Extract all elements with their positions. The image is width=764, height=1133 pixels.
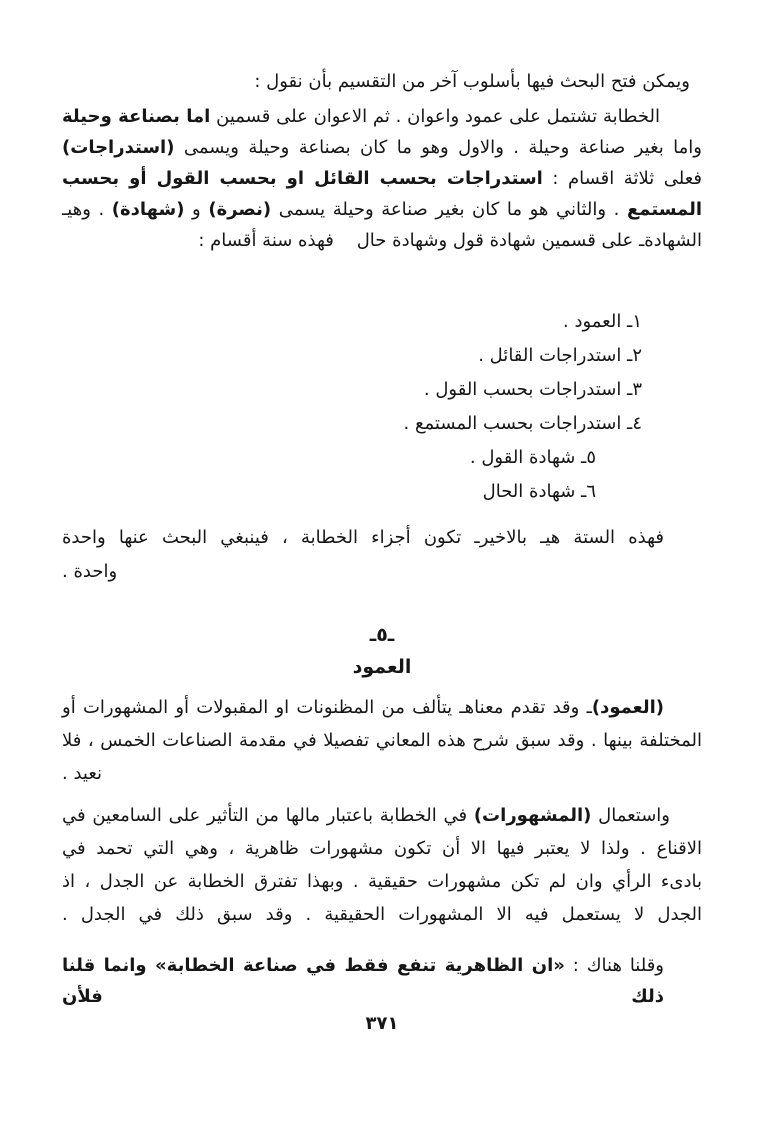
text-segment: «ان الظاهرية تنفع فقط في صناعة الخطابة»: [155, 955, 565, 976]
paragraph-opening: [62, 66, 702, 97]
text-line: [62, 799, 702, 832]
text-segment: . وهيـ: [62, 199, 112, 220]
text-segment: وقلنا هناك :: [564, 955, 664, 976]
text-segment: (العمود): [591, 697, 664, 718]
list-item: ٣ـ استدراجات بحسب القول .: [423, 379, 642, 400]
section-heading-title: [62, 652, 702, 683]
text-segment: في الخطابة باعتبار مالها من التأثير على السامعين في: [62, 805, 474, 826]
text-line: [62, 832, 702, 865]
text-line: [62, 225, 702, 256]
text-segment: . والثاني هو ما كان بغير صناعة وحيلة يسمى: [271, 199, 627, 220]
text-segment: فهذه الستة هيـ بالاخيرـ تكون أجزاء الخطابة ، فينبغي البحث عنها واحدة: [62, 527, 664, 548]
text-segment: فعلى ثلاثة اقسام :: [542, 168, 702, 189]
text-line: [62, 194, 702, 225]
page-footer: [62, 1008, 702, 1039]
text-segment: الاقناع . ولذا لا يعتبر فيها الا أن تكون مشهورات ظاهرية ، وهي التي تحمد في: [62, 838, 702, 859]
page-number: ٣٧١: [365, 1013, 399, 1034]
text-segment: اما بصناعة وحيلة: [62, 106, 211, 127]
list-item: ٢ـ استدراجات القائل .: [478, 345, 642, 366]
text-line: [62, 898, 702, 931]
text-segment: المختلفة بينها . وقد سبق شرح هذه المعاني تفصيلا في مقدمة الصناعات الخمس ، فلا: [62, 730, 702, 751]
text-segment: (شهادة): [111, 199, 185, 220]
text-line: [62, 865, 702, 898]
paragraph-amud: [62, 691, 702, 790]
text-segment: (المشهورات): [473, 805, 592, 826]
text-line: واحدة .: [62, 561, 118, 582]
text-segment: (استدراجات): [62, 137, 175, 158]
list-item: ٦ـ شهادة الحال: [482, 481, 596, 502]
section-heading: [62, 620, 702, 651]
section-number: ـ٥ـ: [369, 624, 395, 646]
list-item: ٤ـ استدراجات بحسب المستمع .: [403, 413, 642, 434]
text-line: نعيد .: [62, 763, 103, 784]
text-segment: استدراجات بحسب القائل او بحسب القول أو بحسب: [62, 168, 543, 189]
list-item: ٥ـ شهادة القول .: [469, 447, 596, 468]
text-segment: (نصرة): [208, 199, 272, 220]
paragraph-mashhurat: [62, 799, 702, 931]
text-segment: بادىء الرأي وان لم تكن مشهورات حقيقية . وبهذا تفترق الخطابة عن الجدل ، اذ: [62, 871, 702, 892]
list-item: ١ـ العمود .: [563, 311, 642, 332]
text-line: [62, 724, 702, 757]
text-segment: واما بغير صناعة وحيلة . والاول وهو ما كان بصناعة وحيلة ويسمى: [174, 137, 702, 158]
section-title: العمود: [352, 656, 412, 678]
text-line: [62, 132, 702, 163]
paragraph-qulna: [62, 950, 702, 1012]
text-segment: الخطابة تشتمل على عمود واعوان . ثم الاعوان على قسمين: [210, 106, 660, 127]
text-line: [62, 521, 702, 555]
text-segment: المستمع: [626, 199, 703, 220]
text-line: ويمكن فتح البحث فيها بأسلوب آخر من التقسيم بأن نقول :: [254, 71, 690, 92]
text-line: [62, 950, 702, 1012]
text-segment: و: [184, 199, 209, 220]
text-segment: واستعمال: [591, 805, 670, 826]
text-line: [62, 163, 702, 194]
paragraph-sitta: [62, 521, 702, 589]
text-segment: الجدل لا يستعمل فيه الا المشهورات الحقيقية . وقد سبق ذلك في الجدل .: [62, 904, 702, 925]
six-parts-list: [62, 305, 702, 509]
text-segment: ـ وقد تقدم معناهـ يتألف من المظنونات او المقبولات أو المشهورات أو: [62, 697, 592, 718]
paragraph-khutba: [62, 101, 702, 256]
text-line: [62, 691, 702, 724]
text-segment: وانما قلنا ذلك فلأن: [62, 955, 664, 1007]
text-line: [62, 101, 702, 132]
text-segment: الشهادةـ على قسمين شهادة قول وشهادة حال فهذه سنة أقسام :: [198, 230, 702, 251]
